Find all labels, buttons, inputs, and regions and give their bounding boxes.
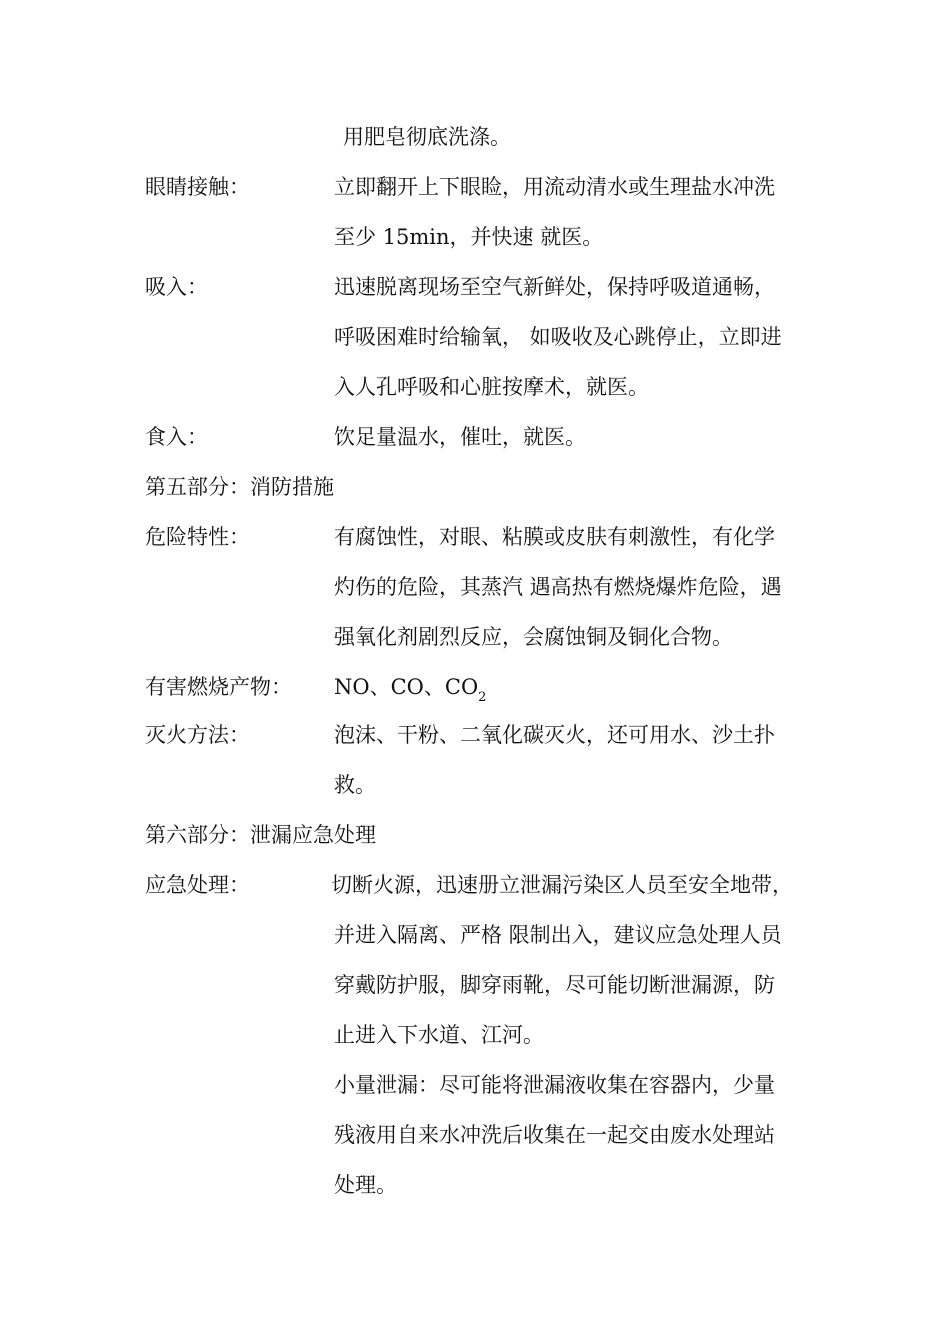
skin-contact-continuation: 用肥皂彻底洗涤。 [343,125,511,149]
ingestion-label: 食入： [145,425,208,449]
hazard-text-line: 灼伤的危险，其蒸汽 遇高热有燃烧爆炸危险，遇 [334,575,782,599]
emergency-text-line: 并进入隔离、严格 限制出入，建议应急处理人员 [334,923,782,947]
extinguish-text-line: 泡沫、干粉、二氧化碳灭火，还可用水、沙土扑 [334,723,775,747]
small-leak-text-line: 处理。 [334,1173,397,1197]
emergency-text-line: 穿戴防护服，脚穿雨靴，尽可能切断泄漏源，防 [334,973,775,997]
combustion-products-value [334,674,487,705]
combustion-products-subscript: 2 [478,690,487,705]
emergency-label: 应急处理： [145,873,250,897]
inhalation-text-line: 入人孔呼吸和心脏按摩术，就医。 [334,375,649,399]
inhalation-text-line: 迅速脱离现场至空气新鲜处，保持呼吸道通畅， [334,275,775,299]
section-5-title: 第五部分：消防措施 [145,475,334,499]
extinguish-label: 灭火方法： [145,723,250,747]
eye-contact-text-line: 立即翻开上下眼睑，用流动清水或生理盐水冲洗 [334,175,775,199]
hazard-text-line: 强氧化剂剧烈反应，会腐蚀铜及铜化合物。 [334,625,733,649]
eye-contact-label: 眼睛接触： [145,175,250,199]
section-6-title: 第六部分：泄漏应急处理 [145,823,376,847]
eye-contact-text-line: 至少 15min，并快速 就医。 [334,225,604,249]
hazard-text-line: 有腐蚀性，对眼、粘膜或皮肤有刺激性，有化学 [334,525,775,549]
combustion-products-label: 有害燃烧产物： [145,675,292,699]
hazard-label: 危险特性： [145,525,250,549]
inhalation-text-line: 呼吸困难时给输氧， 如吸收及心跳停止，立即进 [334,325,782,349]
inhalation-label: 吸入： [145,275,208,299]
small-leak-text-line: 残液用自来水冲洗后收集在一起交由废水处理站 [334,1123,775,1147]
ingestion-text-line: 饮足量温水，催吐，就医。 [334,425,586,449]
extinguish-text-line: 救。 [334,773,376,797]
small-leak-text-line: 小量泄漏：尽可能将泄漏液收集在容器内，少量 [334,1073,775,1097]
emergency-text-line: 止进入下水道、江河。 [334,1023,544,1047]
combustion-products-main: NO、CO、CO [334,675,479,699]
emergency-text-line: 切断火源，迅速册立泄漏污染区人员至安全地带， [331,873,793,897]
